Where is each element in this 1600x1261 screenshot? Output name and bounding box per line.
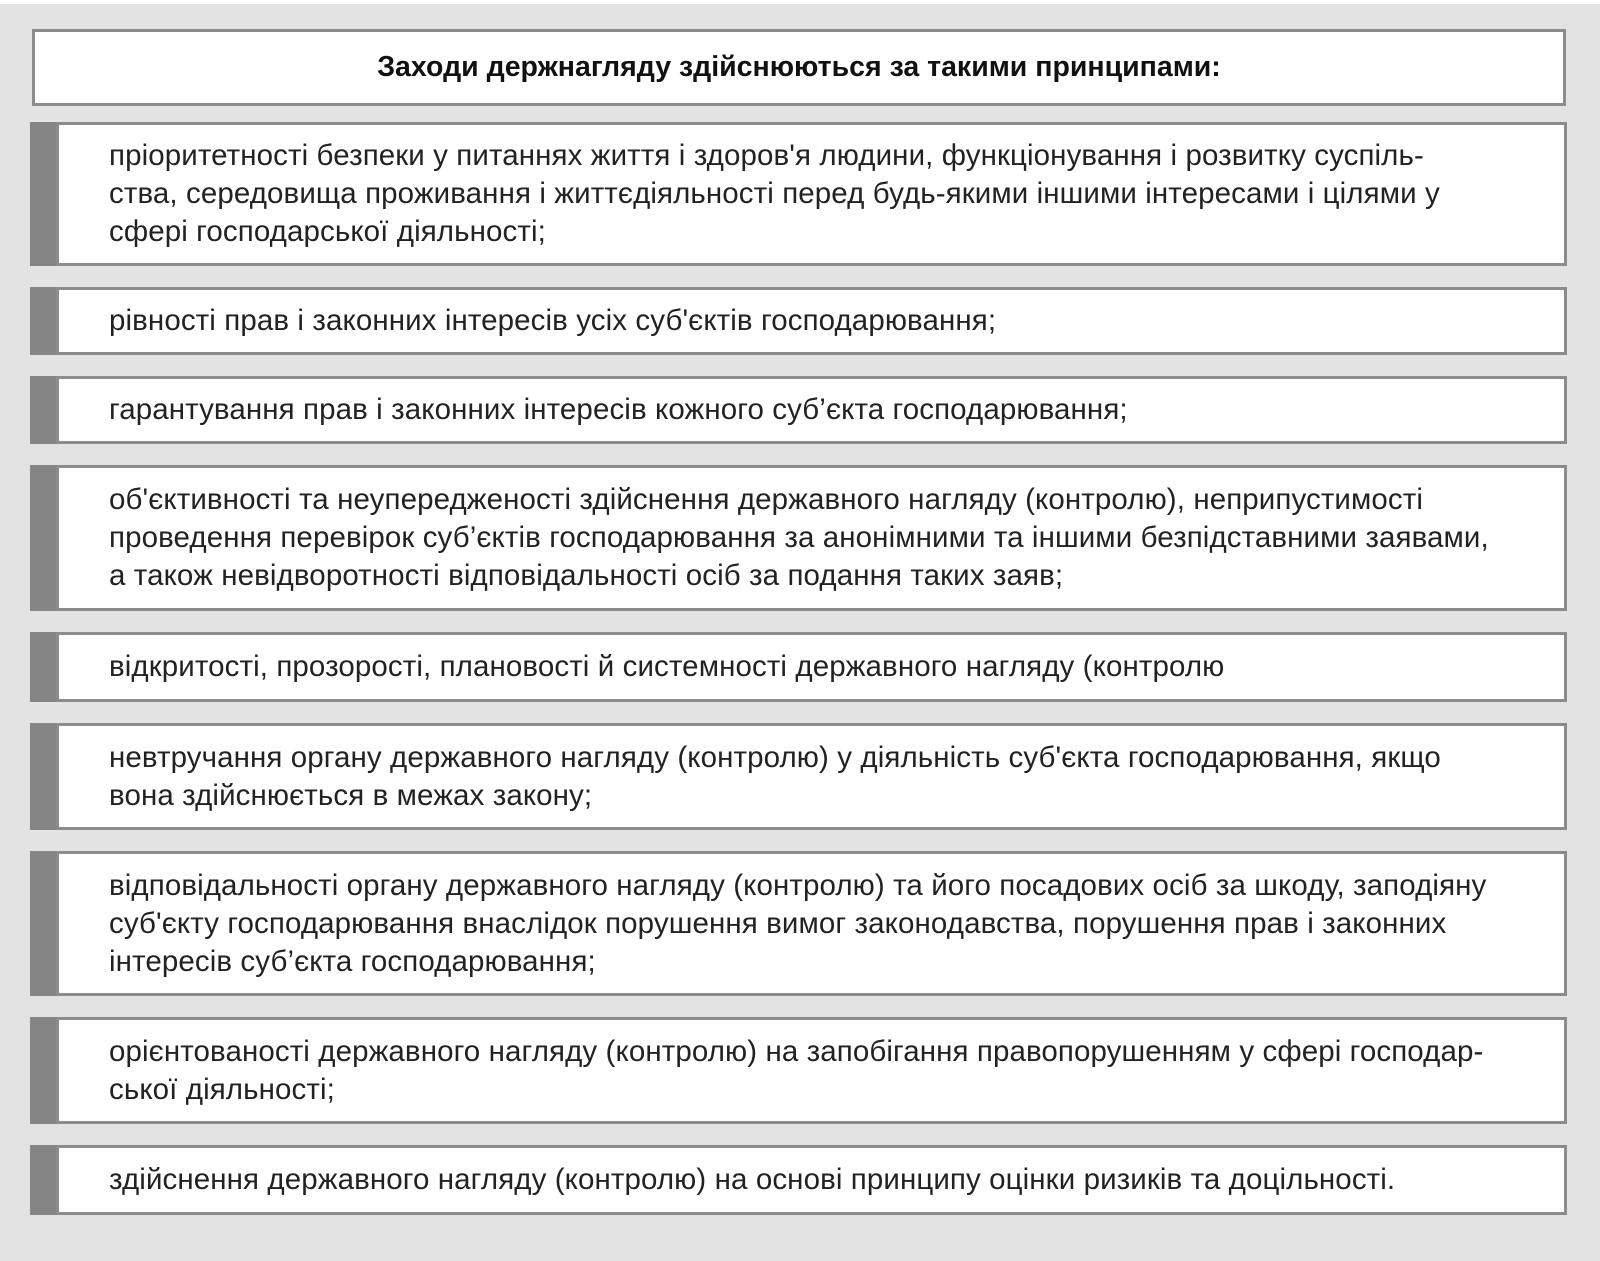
- principle-box: [56, 1017, 1567, 1124]
- principle-box: [56, 287, 1567, 355]
- diagram-title-box: [32, 29, 1566, 106]
- diagram-title: Заходи держнагляду здійснюються за такими принципами:: [377, 51, 1221, 83]
- principle-item-5: [30, 632, 1567, 702]
- principle-item-6: [30, 723, 1567, 830]
- principle-text: пріоритетності безпеки у питаннях життя і здоров'я людини, функціонування і розвитку суспіль- ства, середовища проживання і життєдіяльності перед будь-якими іншими інтересами і цілями у сфері господарської діяльності;: [109, 139, 1440, 248]
- principle-item-8: [30, 1017, 1567, 1124]
- principle-text: невтручання органу державного нагляду (контролю) у діяльність суб'єкта господарювання, якщо вона здійснюється в межах закону;: [109, 740, 1441, 812]
- principle-item-3: [30, 376, 1567, 444]
- principle-text: гарантування прав і законних інтересів кожного суб’єкта господарювання;: [109, 393, 1128, 426]
- principle-box: [56, 122, 1567, 266]
- principle-box: [56, 376, 1567, 444]
- principle-box: [56, 851, 1567, 996]
- principle-item-7: [30, 851, 1567, 996]
- principle-text: орієнтованості державного нагляду (контролю) на запобігання правопорушенням у сфері господар- ської діяльності;: [109, 1034, 1484, 1106]
- principle-text: об'єктивності та неупередженості здійснення державного нагляду (контролю), неприпустимості проведення перевірок суб’єктів господарювання за анонімними та іншими безпідставними заявами, а також невідворотності відповідальності осіб за подання таких заяв;: [109, 483, 1489, 592]
- principle-box: [56, 1145, 1567, 1215]
- principle-item-4: [30, 465, 1567, 611]
- principle-text: здійснення державного нагляду (контролю) на основі принципу оцінки ризиків та доцільності.: [109, 1163, 1396, 1196]
- principle-box: [56, 632, 1567, 702]
- principle-item-2: [30, 287, 1567, 355]
- principle-item-1: [30, 122, 1567, 266]
- principle-text: відкритості, прозорості, плановості й системності державного нагляду (контролю: [109, 650, 1225, 683]
- principle-item-9: [30, 1145, 1567, 1215]
- principle-text: рівності прав і законних інтересів усіх суб'єктів господарювання;: [109, 304, 997, 337]
- principle-box: [56, 723, 1567, 830]
- principle-box: [56, 465, 1567, 611]
- principle-text: відповідальності органу державного нагляду (контролю) та його посадових осіб за шкоду, заподіяну суб'єкту господарювання внаслідок порушення вимог законодавства, порушення прав і законних інтересів суб’єкта господарювання;: [109, 868, 1487, 978]
